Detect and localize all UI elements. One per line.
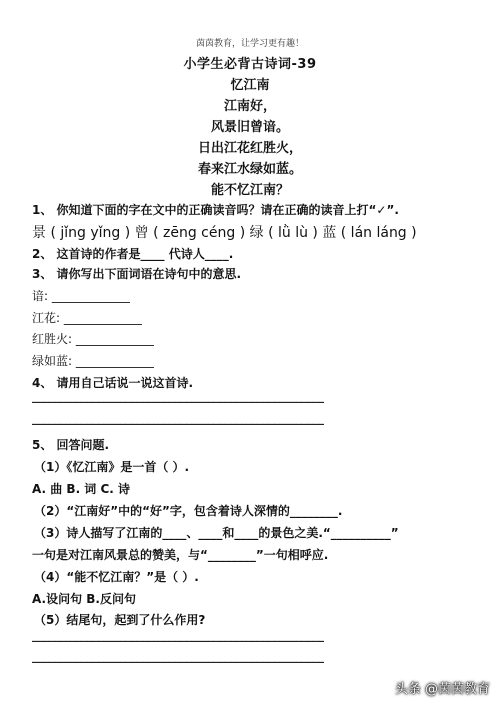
question-5-sub-3: （3）诗人描写了江南的____、____和____的景色之美.“__________”	[34, 526, 399, 540]
question-5-sub-1: （1）《忆江南》是一首（ ）.	[34, 460, 190, 474]
question-5-sub-2: （2）“江南好”中的“好”字，包含着诗人深情的________.	[34, 504, 343, 518]
poem-line: 江南好，	[223, 99, 276, 114]
answer-line: _____________________________________________________	[32, 389, 324, 403]
question-3-prompt: 3、 请你写出下面词语在诗句中的意思.	[32, 267, 242, 281]
page-title: 小学生必背古诗词-39	[183, 57, 317, 72]
poem-line: 春来江水绿如蓝。	[197, 162, 302, 177]
question-2: 2、 这首诗的作者是____ 代诗人____.	[32, 247, 234, 261]
question-5-sub-1-options: A. 曲 B. 词 C. 诗	[32, 482, 131, 496]
poem-title: 忆江南	[230, 78, 270, 93]
watermark: 头条 @茵茵教育	[394, 682, 490, 697]
question-5-sub-4: （4）“能不忆江南？”是（ ）.	[34, 570, 199, 584]
poem-line: 能不忆江南？	[210, 183, 289, 198]
poem-line: 日出江花红胜火，	[197, 141, 302, 156]
question-3-item: 谙: _____________	[32, 289, 130, 303]
question-3-item: 江花: _____________	[32, 311, 142, 325]
question-4-prompt: 4、 请用自己话说一说这首诗.	[32, 376, 194, 390]
answer-line: _____________________________________________________	[32, 649, 324, 663]
question-5-sub-3-cont: 一句是对江南风景总的赞美，与“________”一句相呼应.	[32, 548, 329, 562]
question-5-sub-5: （5）结尾句，起到了什么作用?	[34, 613, 206, 627]
question-5-prompt: 5、 回答问题.	[32, 438, 110, 452]
page-header: 茵茵教育，让学习更有趣！	[195, 39, 304, 49]
question-1-prompt: 1、 你知道下面的字在文中的正确读音吗？请在正确的读音上打“✓”.	[32, 203, 399, 217]
question-1-options: 景 ( jǐng yǐng ) 曾 ( zēng céng ) 绿 ( lǜ lù ) 蓝 ( lán láng )	[32, 225, 417, 241]
answer-line: _____________________________________________________	[32, 411, 324, 425]
question-3-item: 绿如蓝: _____________	[32, 354, 154, 368]
poem-line: 风景旧曾谙。	[210, 120, 289, 135]
question-5-sub-4-options: A.设问句 B.反问句	[32, 592, 136, 606]
question-3-item: 红胜火: _____________	[32, 332, 154, 346]
answer-line: _____________________________________________________	[32, 628, 324, 642]
